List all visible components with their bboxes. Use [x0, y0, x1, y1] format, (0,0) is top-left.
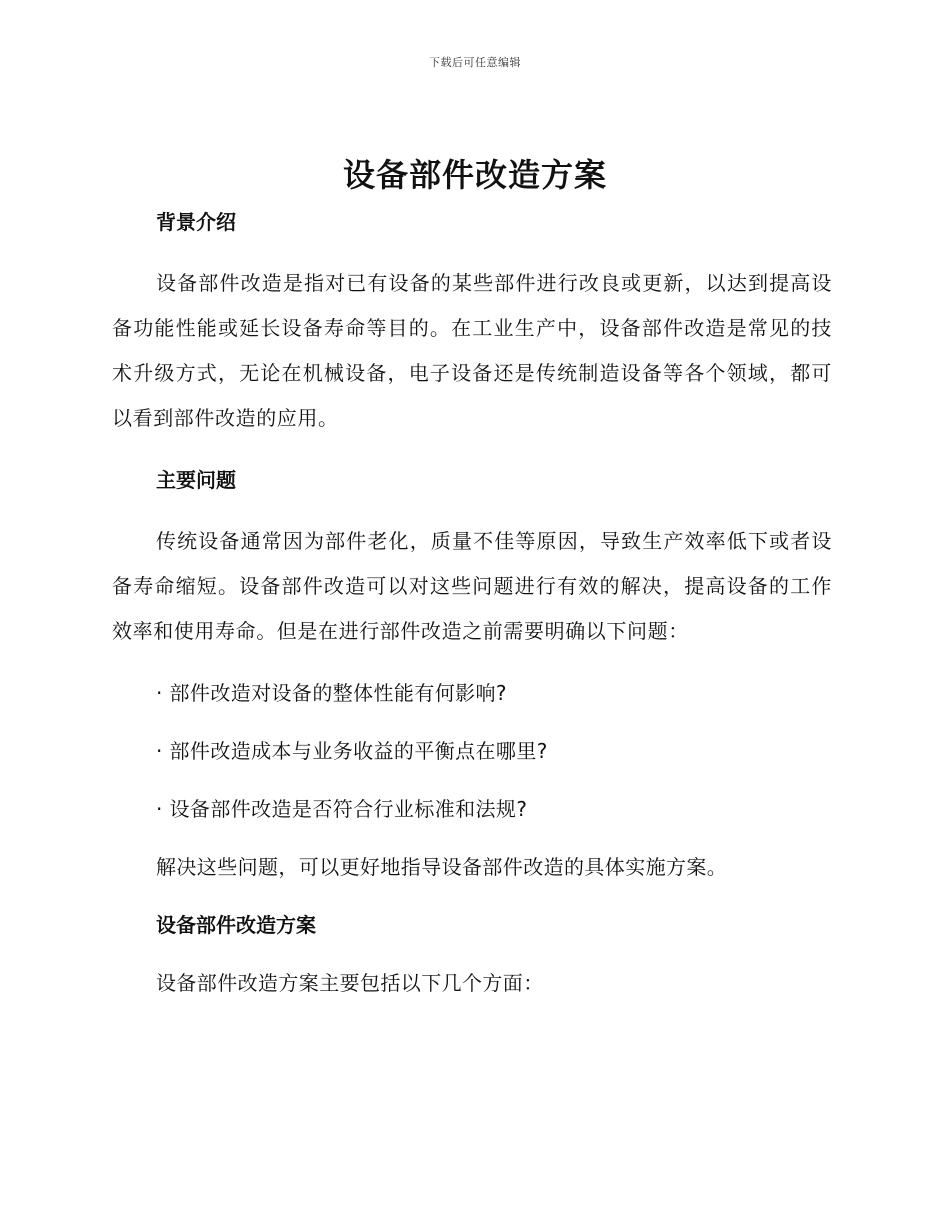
problems-paragraph: 传统设备通常因为部件老化，质量不佳等原因，导致生产效率低下或者设备寿命缩短。设备部件改造可以对这些问题进行有效的解决，提高设备的工作效率和使用寿命。但是在进行部件改造之前需要明确以下问题： [112, 529, 832, 643]
problems-conclusion: 解决这些问题，可以更好地指导设备部件改造的具体实施方案。 [156, 855, 728, 879]
page-header: 下载后可任意编辑 [429, 56, 521, 69]
document-body [112, 205, 832, 1000]
document-title: 设备部件改造方案 [342, 156, 607, 194]
list-item: · 部件改造对设备的整体性能有何影响? [156, 681, 507, 705]
plan-intro: 设备部件改造方案主要包括以下几个方面： [156, 971, 544, 995]
list-item: · 设备部件改造是否符合行业标准和法规? [156, 797, 528, 821]
section-heading-background: 背景介绍 [156, 210, 236, 234]
list-item: · 部件改造成本与业务收益的平衡点在哪里? [156, 739, 548, 763]
section-heading-plan: 设备部件改造方案 [156, 913, 316, 937]
background-paragraph: 设备部件改造是指对已有设备的某些部件进行改良或更新，以达到提高设备功能性能或延长设备寿命等目的。在工业生产中，设备部件改造是常见的技术升级方式，无论在机械设备，电子设备还是传统制造设备等各个领域，都可以看到部件改造的应用。 [112, 271, 832, 430]
section-heading-problems: 主要问题 [156, 468, 236, 492]
